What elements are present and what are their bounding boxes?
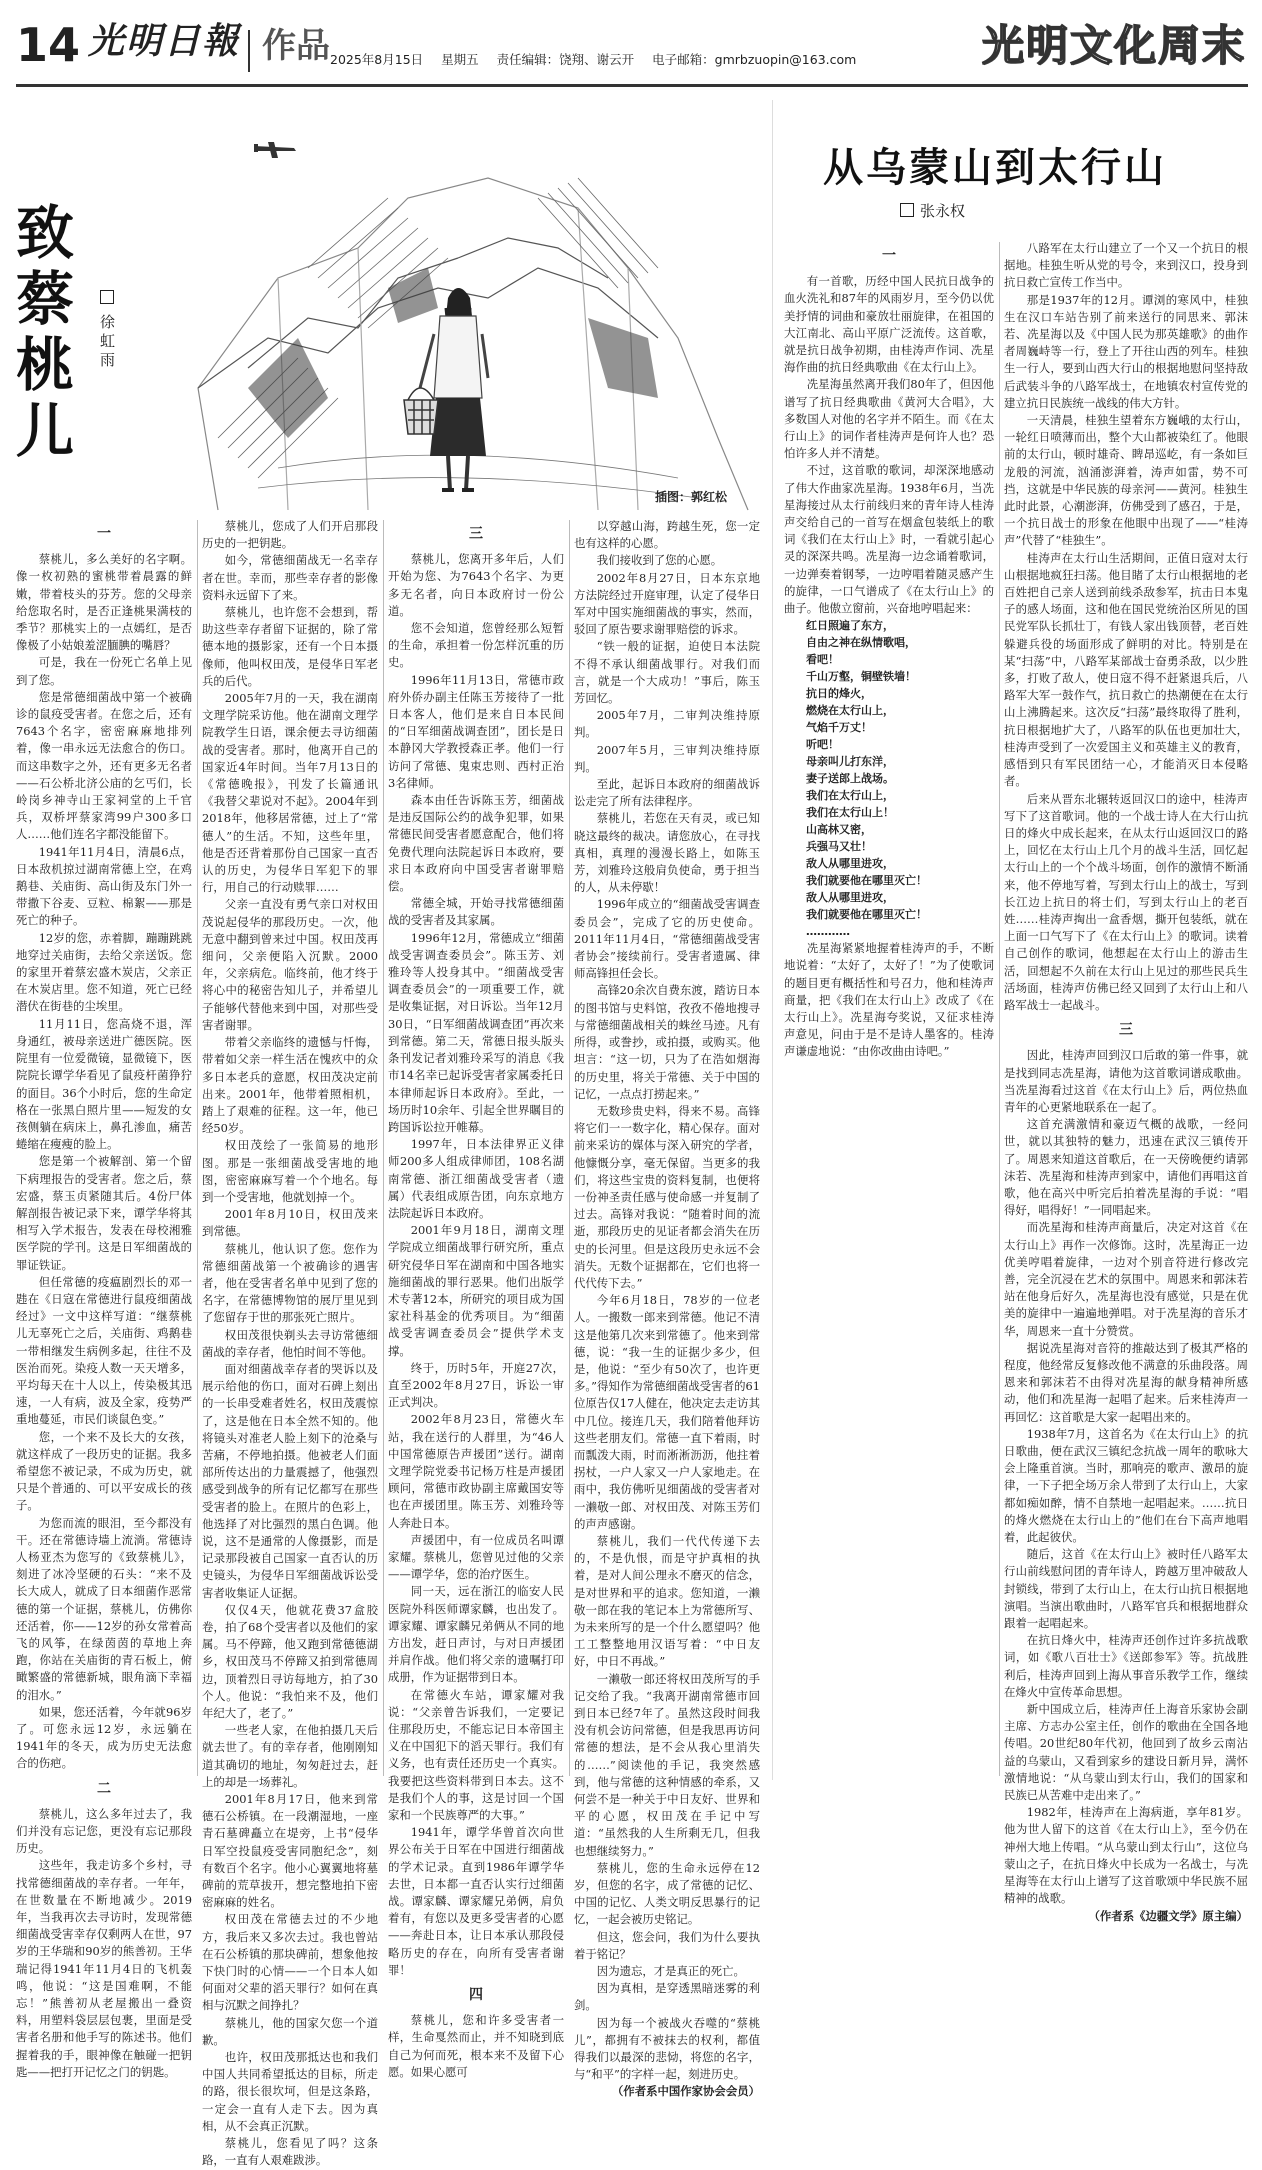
section-heading: 四 [469, 1987, 483, 2004]
page-number: 14 [16, 18, 81, 72]
section-heading: 三 [469, 526, 483, 542]
author-note: （作者系中国作家协会会员） [611, 2084, 760, 2099]
lyric-line: 兵强马又壮！ [806, 840, 872, 854]
section-heading: 一 [97, 526, 111, 542]
byline-box-icon [100, 290, 114, 304]
paragraph: 因为遗忘，才是真正的死亡。 [596, 1964, 745, 1979]
header-divider [248, 30, 250, 72]
girl-figure [420, 288, 488, 490]
paragraph: 终于，历时5年，开庭27次，直至2002年8月27日，诉讼一审正式判决。 [388, 1360, 564, 1410]
paragraph: 冼星海虽然离开我们80年了，但因他谱写了抗日经典歌曲《黄河大合唱》，大多数国人对他的名字并不陌生。而《在太行山上》的词作者桂涛声是何许人也？恐怕许多人并不清楚。 [784, 377, 994, 461]
paragraph: 仅仅4天，他就花费37盒胶卷，拍了68个受害者以及他们的家属。马不停蹄，他又跑到常德德湖乡，权田茂马不停蹄又拍到常德周边，顶着烈日寻访每地方，拍了30个人。他说：“我怕来不及，他们年纪大了，老了。” [202, 1602, 378, 1721]
paragraph: 2002年8月27日，日本东京地方法院经过开庭审理，认定了侵华日军对中国实施细菌战的事实，然而，驳回了原告要求谢罪赔偿的诉求。 [574, 570, 760, 637]
paragraph: 在抗日烽火中，桂涛声还创作过许多抗战歌词，如《歌八百壮士》《送郎参军》等。抗战胜利后，桂涛声回到上海从事音乐教学工作，继续在烽火中宣传革命思想。 [1004, 1633, 1248, 1699]
paragraph: 蔡桃儿，您和许多受害者一样，生命戛然而止，并不知晓到底自己为何而死，根本来不及留下心愿。如果心愿可 [388, 2013, 564, 2079]
paragraph: 冼星海紧紧地握着桂涛声的手，不断地说着：“太好了，太好了！”为了使歌词的题目更有概括性和号召力，他和桂涛声商量，把《我们在太行山上》改成了《在太行山上》。冼星海夸奖说，又征求桂涛声意见，问由于是不是诗人墨客的。桂涛声谦虚地说：“由你改曲由诗吧。” [784, 941, 994, 1059]
paragraph: 2001年8月17日，他来到常德石公桥镇。在一段潮湿地，一座青石墓碑矗立在堤旁，上书“侵华日军空投鼠疫受害同胞纪念”，刻有数百个名字。他小心翼翼地将墓碑前的荒草拔开，想完整地拍下密密麻麻的姓名。 [202, 1792, 378, 1910]
lyric-line: 我们在太行山上！ [806, 806, 894, 820]
lyric-line: 自由之神在纵情歌唱， [806, 636, 916, 650]
paragraph: 据说冼星海对音符的推敲达到了极其严格的程度，他经常反复修改他不满意的乐曲段落。周恩来和郭沫若不由得对冼星海的献身精神所感动，他们和冼星海一起唱了起来。后来桂涛声一再回忆：这首歌是大家一起唱出来的。 [1004, 1340, 1248, 1424]
illustration-girl-in-ruins [158, 138, 758, 510]
issue-meta [330, 50, 870, 68]
paragraph: 权田茂在常德去过的不少地方，我后来又多次去过。我也曾站在石公桥镇的那块碑前，想象他按下快门时的心情——一个日本人如何面对父辈的滔天罪行？如何在真相与沉默之间挣扎？ [202, 1912, 378, 2013]
paragraph: 如果，您还活着，今年就96岁了。可您永远12岁，永远躺在1941年的冬天，成为历史无法愈合的伤疤。 [16, 1704, 192, 1771]
paragraph: 蔡桃儿，多么美好的名字啊。像一枚初熟的蜜桃带着晨露的鲜嫩，带着枝头的芬芳。您的父母亲给您取名时，是否正逢桃果满枝的季节？那桃实上的一点嫣红，是否像极了小姑娘羞涩腼腆的嘴唇？ [16, 552, 192, 653]
paragraph: 一些老人家，在他拍摄几天后就去世了。有的幸存者，他刚刚知道其确切的地址，匆匆赶过去，赶上的却是一场葬礼。 [202, 1723, 378, 1789]
paragraph: 在常德火车站，谭家耀对我说：“父亲曾告诉我们，一定要记住那段历史，不能忘记日本帝国主义在中国犯下的滔天罪行。我们有义务，也有责任还历史一个真实。我要把这些资料带到日本去。这不是我们个人的事，这是讨回一个国家和一个民族尊严的大事。” [388, 1687, 564, 1823]
paragraph: 为您而流的眼泪，至今都没有干。还在常德诗墙上流淌。常德诗人杨亚杰为您写的《致蔡桃儿》，刻进了冰冷坚硬的石头：“来不及长大成人，就成了日本细菌作恶常德的第一个证据，蔡桃儿，仿佛你还活着，你——12岁的孙女常着高飞的风筝，在绿茵茵的草地上奔跑，你站在关庙街的青石板上，俯瞰繁盛的常德新城，眼角滴下幸福的泪水。” [16, 1515, 192, 1702]
column-rule [197, 520, 198, 1776]
paragraph: 新中国成立后，桂涛声任上海音乐家协会副主席、方志办公室主任，创作的歌曲在全国各地传唱。20世纪80年代初，他回到了故乡云南沾益的乌蒙山，又看到家乡的建设日新月异，满怀激情地说：“从乌蒙山到太行山，我们的国家和民族已从苦难中走出来了。” [1004, 1702, 1248, 1803]
basket [404, 388, 438, 434]
lyric-line: 山高林又密， [806, 823, 872, 837]
paragraph: 蔡桃儿，您的生命永远停在12岁，但您的名字，成了常德的记忆、中国的记忆、人类文明反思暴行的记忆，一起会被历史铭记。 [574, 1860, 760, 1927]
lyric-line: 听吧！ [806, 738, 839, 752]
paragraph: 1938年7月，这首名为《在太行山上》的抗日歌曲，便在武汉三镇纪念抗战一周年的歌咏大会上隆重首演。当时，那响亮的歌声、激昂的旋律，一下子把全场万余人带到了太行山上，大家都如痴如醉，情不自禁地一起唱起来。……抗日的烽火燃烧在太行山上的”他们在台下高声地唱着，此起彼伏。 [1004, 1426, 1248, 1545]
paragraph: 那是1937年的12月。谭浏的寒风中，桂独生在汉口车站告别了前来送行的同思来、郭沫若、冼星海以及《中国人民为那英雄歌》的曲作者周巍峙等一行，登上了开往山西的列车。桂独生一行人，要到山西大行山的根据地慰问坚持敌后武装斗争的八路军战士，在地镇农村宣传党的建立抗日民族统一战线的伟大方针。 [1004, 292, 1248, 410]
paragraph: 1997年，日本法律界正义律师200多人组成律师团，108名湖南常德、浙江细菌战受害者（遗属）代表组成原告团，向东京地方法院起诉日本政府。 [388, 1137, 564, 1220]
paragraph: 可是，我在一份死亡名单上见到了您。 [16, 655, 192, 687]
paragraph: 2005年7月，二审判决维持原判。 [574, 708, 760, 740]
airplane [254, 142, 296, 158]
right-article-author: 张永权 [920, 202, 966, 220]
paragraph: 以穿越山海，跨越生死，您一定也有这样的心愿。 [574, 519, 760, 551]
left-article-column-2 [202, 518, 378, 2168]
left-article-column-3 [388, 518, 564, 2079]
left-article-byline [100, 290, 122, 370]
paragraph: 父亲一直没有勇气亲口对权田茂说起侵华的那段历史。一次，他无意中翻到曾来过中国。权田茂再细问，父亲便陷入沉默。2000年，父亲病危。临终前，他才终于将心中的秘密告知儿子，并希望儿子能够代替他来到中国，对那些受害者谢罪。 [202, 897, 378, 1032]
paragraph: 后来从晋东北辗转返回汉口的途中，桂涛声写下了这首歌词。他的一个战士诗人在大行山抗日的烽火中成长起来，在从太行山返回汉口的路上，回忆在太行山上几个月的战斗生活，回忆起太行山上的一个个战斗场面，创作的激情不断涌来，他不停地写着，写到太行山上的战士，写到长江边上抗日的将士们，写到太行山上的老百姓……桂涛声掏出一盒香烟，撕开包装纸，就在上面一口气写下了《在太行山上》的歌词。读着自己创作的歌词，他想起在太行山上的游击生活，回想起不久前在太行山上见过的那些民兵生活场面，桂涛声仿佛已经又回到了太行山上和八路军战士一起战斗。 [1004, 791, 1248, 1012]
paragraph: 权田茂很快剃头去寻访常德细菌战的幸存者，他怕时间不等他。 [202, 1327, 378, 1359]
paragraph: 蔡桃儿，您离开多年后，人们开始为您、为7643个名字、为更多无名者，向日本政府讨一份公道。 [388, 552, 564, 618]
paragraph: 森本由任告诉陈玉芳，细菌战是违反国际公约的战争犯罪，如果常德民间受害者愿意配合，他们将免费代理向法院起诉日本政府，要求日本政府向中国受害者谢罪赔偿。 [388, 793, 564, 894]
paragraph: 蔡桃儿，您看见了吗？这条路，一直有人艰难跋涉。 [202, 2136, 378, 2168]
lyric-line: 看吧！ [806, 653, 839, 667]
left-article-column-4 [574, 518, 760, 2099]
paragraph: 今年6月18日，78岁的一位老人。一搬数一郎来到常德。他记不清这是他第几次来到常德了。他来到常德，说：“我一生的证据少多少，但是，他说：“至少有50次了，也许更多。”得知作为常德细菌战受害者的61位原告仅17人健在，他决定去走访其中几位。接连几天，我们陪着他拜访这些老朋友们。常德一直下着雨，时而瓢泼大雨，时而淅淅沥沥，他拄着拐杖，一户人家又一户人家地走。在雨中，我仿佛听见细菌战的受害者对一濑敬一郎、对权田茂、对陈玉芳们的声声感谢。 [574, 1293, 760, 1531]
right-article-column-2 [1004, 240, 1248, 1923]
paragraph: 桂涛声在太行山生活期间，正值日寇对太行山根据地疯狂扫荡。他目睹了太行山根据地的老百姓把自己亲人送到前线杀敌参军，抗击日本鬼子的感人场面，这和他在国民党统治区所见的国民党军队长抓壮丁，有钱人家出钱顶替，老百姓躲避兵役的场面形成了鲜明的对比。特别是在某“扫荡”中，八路军某部战士奋勇杀敌，以少胜多，打败了敌人，使日寇不得不赶紧退兵后，八路军大军一鼓作气，抗日救亡的热潮便在在太行山上沸腾起来。这次反“扫荡”最终取得了胜利，抗日根据地扩大了，八路军的队伍也更加壮大，桂涛声受到了一次爱国主义和英雄主义的教育，感悟到只有军民团结一心，才能消灭日本侵略者。 [1004, 550, 1248, 789]
header-rule [16, 84, 1248, 87]
paragraph: 蔡桃儿，他的国家欠您一个道歉。 [202, 2015, 378, 2047]
left-article-title: 致蔡桃儿 [16, 199, 75, 465]
section-heading: 一 [882, 248, 896, 264]
lyric-line: 燃烧在太行山上， [806, 704, 894, 718]
paragraph: 蔡桃儿，他认识了您。您作为常德细菌战第一个被确诊的遇害者，他在受害者名单中见到了您的名字，在常德博物馆的展厅里见到了您留存于世的那张死亡照片。 [202, 1241, 378, 1325]
right-article-byline [900, 200, 965, 221]
lyric-line: 我们就要他在哪里灭亡！ [806, 908, 927, 922]
section-heading: 三 [1119, 1022, 1133, 1039]
column-rule [569, 520, 570, 1776]
paragraph: 1996年成立的“细菌战受害调查委员会”，完成了它的历史使命。2011年11月4日，“常德细菌战受害者协会”接续前行。受害者遗属、律师高锋担任会长。 [574, 897, 760, 981]
newspaper-masthead: 光明日報 [88, 20, 241, 62]
paragraph: 1996年11月13日，常德市政府外侨办副主任陈玉芳接待了一批日本客人，他们是来自日本民间的“日军细菌战调查团”，团长是日本静冈大学教授森正孝。他们一行访问了常德、鬼束忠则、西村正治3名律师。 [388, 672, 564, 790]
paragraph: 2002年8月23日，常德火车站，我在送行的人群里，为“46人中国常德原告声援团”送行。湖南文理学院党委书记杨万柱是声援团顾问，常德市政协副主席戴国安等也在声援团里。陈玉芳、刘雅玲等人奔赴日本。 [388, 1412, 564, 1530]
article-separator [772, 100, 773, 1780]
column-rule [383, 520, 384, 1776]
paragraph: 而冼星海和桂涛声商量后，决定对这首《在太行山上》再作一次修饰。这时，冼星海正一边优美哼唱着旋律，一边对个别音符进行修改完善，完全沉浸在艺术的氛围中。周恩来和郭沫若站在他身后好久，冼星海也没有感觉，只是在优美的旋律中一遍遍地弹唱。对于冼星海的音乐才华，周恩来一直十分赞赏。 [1004, 1220, 1248, 1338]
paragraph: 您，一个来不及长大的女孩，就这样成了一段历史的证据。我多希望您不被记录，不成为历史，就只是个普通的、可以平安成长的孩子。 [16, 1429, 192, 1513]
lyric-line: 气焰千万丈！ [806, 721, 872, 735]
paragraph: 因为真相，是穿透黑暗迷雾的利剑。 [574, 1981, 760, 2013]
lyric-line: 红日照遍了东方， [806, 619, 894, 633]
paragraph: 面对细菌战幸存者的哭诉以及展示给他的伤口，面对石碑上刻出的一长串受难者姓名，权田茂震惊了，这是他在日本全然不知的。他将镜头对准老人脸上刻下的沧桑与苦痛，不停地拍摄。他被老人们面部所传达出的力量震撼了，他强烈感受到战争的所有记忆都写在那些受害者的脸上。在照片的色彩上，他选择了对比强烈的黑白色调。他说，这不是通常的人像摄影，而是记录那段被自己国家一直否认的历史镜头，为侵华日军细菌战诉讼受害者收集证人证据。 [202, 1361, 378, 1600]
lyric-line: ………… [806, 925, 850, 939]
lyric-line: 敌人从哪里进攻， [806, 857, 894, 871]
paragraph: 蔡桃儿，若您在天有灵，或已知晓这最终的裁决。请您放心，在寻找真相，真理的漫漫长路上，如陈玉芳，刘雅玲这般肩负使命，勇于担当的人，从未停歇！ [574, 811, 760, 895]
paragraph: 1941年11月4日，清晨6点，日本敌机掠过湖南常德上空，在鸡鹅巷、关庙街、高山街及东门外一带撒下谷麦、豆粒、棉絮——那是死亡的种子。 [16, 844, 192, 928]
paragraph: 您不会知道，您曾经那么短暂的生命，承担着一份怎样沉重的历史。 [388, 621, 564, 670]
paragraph: 2001年8月10日，权田茂来到常德。 [202, 1207, 378, 1239]
column-rule [999, 242, 1000, 1776]
paragraph: 12岁的您，赤着脚，蹦蹦跳跳地穿过关庙街，去给父亲送饭。您的家里开着蔡宏盛木炭店，父亲正在木炭店里。您不知道，死亡已经潜伏在街巷的尘埃里。 [16, 930, 192, 1014]
paragraph: 一天清晨，桂独生望着东方巍峨的太行山，一轮红日喷薄而出，整个大山都被染红了。他眼前的太行山，顿时雄奇、睥昂巡屹，有一条如巨龙般的河流，汹涌澎湃着，涛声如雷，势不可挡，这就是中华民族的母亲河——黄河。桂独生此时此景，心潮澎湃，仿佛受到了感召，于是，一个抗日战士的形象在他眼中出现了——“桂涛声”代替了“桂独生”。 [1004, 413, 1248, 548]
responsible-editor: 责任编辑：饶翔、谢云开 [496, 52, 635, 67]
paragraph: 1996年12月，常德成立“细菌战受害调查委员会”。陈玉芳、刘雅玲等人投身其中。“细菌战受害调查委员会”的一项重要工作，就是收集证据，对日诉讼。当年12月30日，“日军细菌战调查团”再次来到常德。第二天，常德日报头版头条刊发记者刘雅玲采写的消息《我市14名幸已起诉受害者家属委托日本律师起诉日本政府》。至此，一场历时10余年、引起全世界瞩目的跨国诉讼拉开帷幕。 [388, 930, 564, 1134]
paragraph: 2001年9月18日，湖南文理学院成立细菌战罪行研究所，重点研究侵华日军在湖南和中国各地实施细菌战的罪行恶果。他们出版学术专著12本，所研究的项目成为国家社科基金的优秀项目。为“细菌战受害调查委员会”提供学术支撑。 [388, 1223, 564, 1358]
author-note: （作者系《边疆文学》原主编） [1088, 1908, 1248, 1923]
paragraph: 无数珍贵史料，得来不易。高锋将它们一一数字化，精心保存。面对前来采访的媒体与深入研究的学者，他慷慨分享，毫无保留。当更多的我们，将这些宝贵的资料复制，也便将一份神圣责任感与使命感一并复制了过去。高锋对我说：“随着时间的流逝，那段历史的见证者都会消失在历史的长河里。但是这段历史永远不会消失。无数个证据都在，它们也将一代代传下去。” [574, 1103, 760, 1290]
paragraph: 您是第一个被解剖、第一个留下病理报告的受害者。您之后，蔡宏盛，蔡玉贞紧随其后。4份尸体解剖报告被记录下来，谭学华将其相写入学术报告，发表在母校湘雅医学院的学刊。这是日军细菌战的罪证铁证。 [16, 1154, 192, 1272]
paragraph: 蔡桃儿，您成了人们开启那段历史的一把钥匙。 [202, 519, 378, 551]
paragraph: 一濑敬一郎还将权田茂所写的手记交给了我。“我离开湖南常德市回到日本已经7年了。虽然这段时间我没有机会访问常德，但是我思再访问常德的想法，是不会从我心里消失的……”阅读他的手记，我突然感到，他与常德的这种情感的牵系，又何尝不是一种关于中日友好、世界和平的心愿，权田茂在手记中写道：“虽然我的人生所剩无几，但我也想继续努力。” [574, 1671, 760, 1858]
ground [258, 455, 698, 498]
paragraph: 不过，这首歌的歌词，却深深地感动了伟大作曲家冼星海。1938年6月，当冼星海接过从太行前线归来的青年诗人桂涛声交给自己的一首写在烟盒包装纸上的歌词《我们在太行山上》时，一看就引起心灵的深深共鸣。冼星海一边念诵着歌词，一边弹奏着钢琴，一边哼唱着随灵感产生的旋律，一口气谱成了《在太行山上》的曲子。他傲立窗前，兴奋地哼唱起来： [784, 463, 994, 616]
right-article-column-1 [784, 240, 994, 1780]
paragraph: 权田茂绘了一张简易的地形图。那是一张细菌战受害地的地图，密密麻麻写着一个个地名。每到一个受害地，他就划掉一个。 [202, 1138, 378, 1204]
paragraph: 同一天，远在浙江的临安人民医院外科医师谭家麟，也出发了。谭家耀、谭家麟兄弟俩从不同的地方出发，赶日声讨，与对日声援团并肩作战。他们将父亲的遗嘱打印成册，作为证据带到日本。 [388, 1584, 564, 1685]
left-article-column-1 [16, 518, 192, 2079]
paragraph: 蔡桃儿，我们一代代传递下去的，不是仇恨，而是守护真相的执着，是对人间公理永不磨灭的信念，是对世界和平的追求。您知道，一濑敬一郎在我的笔记本上为常德所写、为未来所写的是一个什么愿望吗？他工工整整地用汉语写着：“中日友好，中日不再战。” [574, 1533, 760, 1669]
paragraph: 八路军在太行山建立了一个又一个抗日的根据地。桂独生听从党的号令，来到汉口，投身到抗日救亡宣传工作当中。 [1004, 241, 1248, 290]
lyric-line: 抗日的烽火， [806, 687, 872, 701]
paragraph: 带着父亲临终的遗憾与忏悔，带着如父亲一样生活在愧疚中的众多日本老兵的意愿，权田茂决定前出来。2001年，他带着照相机，踏上了艰难的征程。这一年，他已经50岁。 [202, 1035, 378, 1136]
paragraph: 声援团中，有一位成员名叫谭家耀。蔡桃儿，您曾见过他的父亲——谭学华，您的治疗医生。 [388, 1532, 564, 1582]
paragraph: 也许，权田茂那抵达也和我们中国人共同希望抵达的目标，所走的路，很长很坎坷，但是这条路，一定会一直有人走下去。因为真相，从不会真正沉默。 [202, 2050, 378, 2133]
illustration-credit: 插图：郭红松 [655, 490, 728, 504]
paragraph: 2005年7月的一天，我在湖南文理学院采访他。他在湖南文理学院教学生日语，课余便去寻访细菌战的受害者。那时，他离开自己的国家近4年时间。当年7月13日的《常德晚报》，刊发了长篇通讯《我替父辈说对不起》。2004年到2018年，他移居常德，过上了“常德人”的生活。不知，这些年里，他是否还背着那份自己国家一直否认的历史，为侵华日军犯下的罪行，用自己的行动赎罪…… [202, 691, 378, 895]
paragraph: 常德全城，开始寻找常德细菌战的受害者及其家属。 [388, 896, 564, 928]
lyric-line: 我们就要他在哪里灭亡！ [806, 874, 927, 888]
paragraph: 蔡桃儿，也许您不会想到，帮助这些幸存者留下证据的，除了常德本地的摄影家，还有一个日本摄像师，他叫权田茂，是侵华日军老兵的后代。 [202, 605, 378, 688]
paragraph: 如今，常德细菌战无一名幸存者在世。幸而，那些幸存者的影像资料永远留下了来。 [202, 553, 378, 602]
section-name: 作品 [262, 26, 330, 66]
section-heading: 二 [97, 1780, 111, 1797]
lyric-line: 敌人从哪里进攻， [806, 891, 894, 905]
paragraph: 2007年5月，三审判决维持原判。 [574, 742, 760, 774]
paragraph: 随后，这首《在太行山上》被时任八路军太行山前线慰问团的青年诗人，跨越万里冲破敌人封锁线，带到了太行山上，在太行山抗日根据地演唱。当演出歌曲时，八路军官兵和根据地群众跟着一起唱起来。 [1004, 1547, 1248, 1631]
paragraph: 因为每一个被战火吞噬的“蔡桃儿”，都拥有不被抹去的权利，都值得我们以最深的悲恸，将您的名字，与“和平”的字样一起，刻进历史。 [574, 2015, 760, 2082]
paragraph: 1982年，桂涛声在上海病逝，享年81岁。他为世人留下的这首《在太行山上》，至今仍在神州大地上传唱。“从乌蒙山到太行山”，这位乌蒙山之子，在抗日烽火中长成为一名战士，与冼星海等在太行山上谱写了这首歌颂中华民族不屈精神的战歌。 [1004, 1805, 1248, 1906]
paragraph: “铁一般的证据，迫使日本法院不得不承认细菌战罪行。对我们而言，就是一个大成功！”事后，陈玉芳回忆。 [574, 639, 760, 706]
lyric-line: 妻子送郎上战场。 [806, 772, 894, 786]
paragraph: 11月11日，您高烧不退，浑身通红，被母亲送进广德医院。医院里有一位爱微镜，显微镜下，医院院长谭学华看见了鼠疫杆菌狰狞的面目。36个小时后，您的生命定格在一张黑白照片里——短发的女孩侧躺在病床上，鼻孔渗血，痛苦蜷缩在瘦瘦的脸上。 [16, 1016, 192, 1152]
lyric-line: 母亲叫儿打东洋， [806, 755, 894, 769]
paragraph: 蔡桃儿，这么多年过去了，我们并没有忘记您，更没有忘记那段历史。 [16, 1806, 192, 1856]
paragraph: 因此，桂涛声回到汉口后敢的第一件事，就是找到同志冼星海，请他为这首歌词谱成歌曲。当冼星海看过这首《在太行山上》后，两位热血青年的心更紧地联系在一起了。 [1004, 1048, 1248, 1114]
right-article-title: 从乌蒙山到太行山 [823, 144, 1167, 191]
paragraph: 高锋20余次自费东渡，踏访日本的图书馆与史料馆，孜孜不倦地搜寻与常德细菌战相关的蛛丝马迹。凡有所得，或誊抄，或拍摄，或购买。他坦言：“这一切，只为了在浩如烟海的历史里，将关于常德、关于中国的记忆，一点点打捞起来。” [574, 983, 760, 1101]
issue-date: 2025年8月15日 [330, 52, 424, 67]
paragraph: 这些年，我走访多个乡村，寻找常德细菌战的幸存者。一年年，在世数量在不断地减少。2019年，当我再次去寻访时，发现常德细菌战受害幸存仅剩两人在世，97岁的王华瑞和90岁的熊善初。王华瑞记得1941年11月4日的飞机轰鸣，他说：“这是国难啊，不能忘！”熊善初从老屋搬出一叠资料，用塑料袋层层包裹，里面是受害者名册和他手写的陈述书。他们握着我的手，眼神像在触碰一把钥匙——把打开记忆之门的钥匙。 [16, 1858, 192, 2079]
weekly-title: 光明文化周末 [981, 21, 1246, 70]
issue-weekday: 星期五 [441, 52, 479, 67]
editor-email: 电子邮箱：gmrbzuopin@163.com [652, 52, 857, 67]
lyric-line: 千山万壑，铜壁铁墙！ [806, 670, 916, 684]
paragraph: 至此，起诉日本政府的细菌战诉讼走完了所有法律程序。 [574, 777, 760, 809]
paragraph: 有一首歌，历经中国人民抗日战争的血火洗礼和87年的风雨岁月，至今仍以优美抒情的词曲和豪放壮丽旋律，在祖国的大江南北、高山平原广泛流传。这首歌，就是抗日战争初期，由桂涛声作词、冼星海作曲的抗日经典歌曲《在太行山上》。 [784, 274, 994, 375]
paragraph: 这首充满激情和豪迈气概的战歌，一经问世，就以其独特的魅力，迅速在武汉三镇传开了。周恩来知道这首歌后，在一天傍晚便约请郭沫若、冼星海和桂涛声到家中，请他们再唱这首歌，他在高兴中听完后拍着冼星海的手说：“唱得好，唱得好！”一同唱起来。 [1004, 1117, 1248, 1218]
page-header [0, 0, 1262, 82]
paragraph: 我们接收到了您的心愿。 [596, 553, 723, 568]
paragraph: 1941年，谭学华曾首次向世界公布关于日军在中国进行细菌战的学术记录。直到1986年谭学华去世，日本都一直否认实行过细菌战。谭家麟、谭家耀兄弟俩，肩负着有，有您以及更多受害者的心愿——奔赴日本，让日本承认那段侵略历史的存在，向所有受害者谢罪！ [388, 1825, 564, 1977]
paragraph: 但这，您会问，我们为什么要执着于铭记？ [574, 1929, 760, 1961]
paragraph: 但任常德的疫瘟剧烈长的邓一韪在《日寇在常德进行鼠疫细菌战经过》一文中这样写道：“继蔡桃儿无辜死亡之后，关庙街、鸡鹅巷一带相继发生病例多起，往往不及医治而死。染疫人数一天天增多，平均每天在十人以上，传染极其迅速，一人有病，波及全家，疫势严重地蔓延，市民们谈鼠色变。” [16, 1274, 192, 1427]
lyric-line: 我们在太行山上， [806, 789, 894, 803]
paragraph: 您是常德细菌战中第一个被确诊的鼠疫受害者。在您之后，还有7643个名字，密密麻麻地排列着，像一串永远无法愈合的伤口。而这串数字之外，还有更多无名者——石公桥北济公庙的乞丐们，长岭岗乡神寺山王家祠堂的上千官兵，双桥坪蔡家湾99户300多口人……他们连名字都没能留下。 [16, 689, 192, 842]
byline-box-icon [900, 203, 914, 217]
left-article-author: 徐虹雨 [100, 313, 116, 369]
